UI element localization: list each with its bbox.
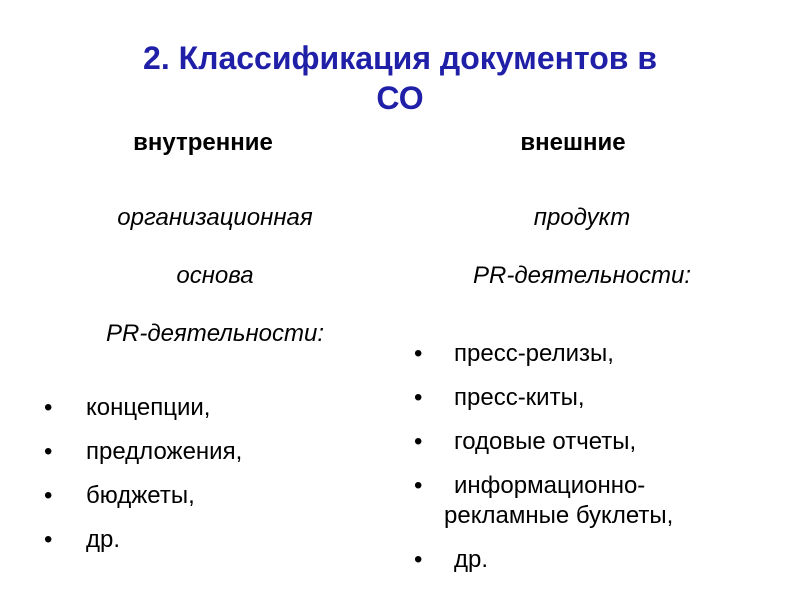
list-item bbox=[40, 393, 390, 423]
list-item bbox=[410, 427, 760, 457]
internal-subtitle-line-3: PR-деятельности: bbox=[105, 320, 325, 347]
list-item-text: пресс-киты, bbox=[454, 384, 585, 411]
bullet-icon: • bbox=[44, 394, 53, 421]
list-item-text-continued: рекламные буклеты, bbox=[444, 502, 674, 529]
list-item bbox=[40, 525, 390, 555]
list-item-text: др. bbox=[86, 526, 121, 553]
list-item bbox=[40, 437, 390, 467]
list-item-text: бюджеты, bbox=[86, 482, 195, 509]
internal-heading: внутренние bbox=[133, 129, 273, 156]
external-documents-column bbox=[410, 128, 760, 589]
list-item bbox=[410, 383, 760, 413]
list-item-text: годовые отчеты, bbox=[454, 428, 637, 455]
list-item bbox=[410, 545, 760, 575]
slide-title bbox=[40, 38, 760, 118]
internal-subtitle bbox=[40, 174, 390, 377]
list-item bbox=[410, 471, 760, 531]
internal-bullet-list bbox=[40, 393, 390, 555]
list-item bbox=[410, 339, 760, 369]
bullet-icon: • bbox=[414, 384, 423, 411]
external-subtitle-line-1: продукт bbox=[533, 204, 631, 231]
list-item-text: предложения, bbox=[86, 438, 243, 465]
internal-subtitle-line-1: организационная bbox=[117, 204, 313, 231]
slide-title-line-1: 2. Классификация документов в bbox=[143, 40, 657, 76]
external-subtitle-line-2: PR-деятельности: bbox=[472, 262, 692, 289]
list-item bbox=[40, 481, 390, 511]
list-item-text: концепции, bbox=[86, 394, 211, 421]
slide-title-line-2: СО bbox=[376, 80, 424, 116]
bullet-icon: • bbox=[414, 546, 423, 573]
bullet-icon: • bbox=[414, 472, 423, 499]
bullet-icon: • bbox=[414, 340, 423, 367]
internal-subtitle-line-2: основа bbox=[176, 262, 254, 289]
bullet-icon: • bbox=[44, 526, 53, 553]
bullet-icon: • bbox=[44, 482, 53, 509]
bullet-icon: • bbox=[414, 428, 423, 455]
external-heading: внешние bbox=[520, 129, 626, 156]
internal-documents-column bbox=[40, 128, 390, 569]
external-bullet-list bbox=[410, 339, 760, 575]
bullet-icon: • bbox=[44, 438, 53, 465]
list-item-text: информационно- bbox=[454, 472, 646, 499]
list-item-text: пресс-релизы, bbox=[454, 340, 614, 367]
external-subtitle bbox=[432, 174, 732, 319]
list-item-text: др. bbox=[454, 546, 489, 573]
